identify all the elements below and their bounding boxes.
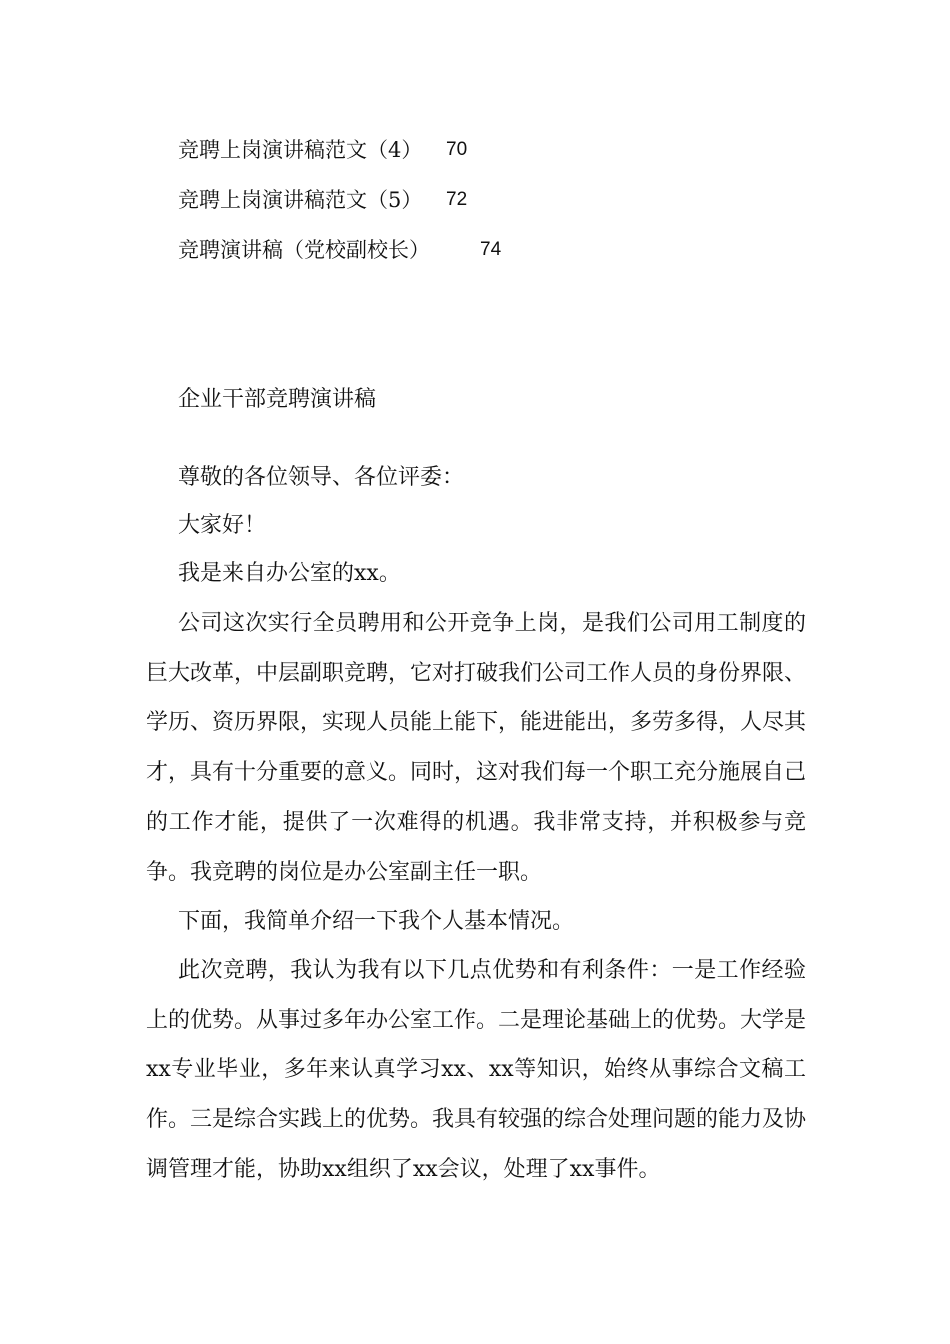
toc-entry-page: 72 (446, 189, 468, 210)
toc-entry-title: 竞聘演讲稿（党校副校长） (178, 238, 430, 262)
article-title: 企业干部竞聘演讲稿 (178, 387, 377, 412)
body-paragraph: 公司这次实行全员聘用和公开竞争上岗，是我们公司用工制度的巨大改革，中层副职竞聘，它对打破我们公司工作人员的身份界限、学历、资历界限，实现人员能上能下，能进能出，多劳多得，人尽其才，具有十分重要的意义。同时，这对我们每一个职工充分施展自己的工作才能，提供了一次难得的机遇。我非常支持，并积极参与竞争。我竞聘的岗位是办公室副主任一职。 (146, 611, 807, 885)
toc-entry-title: 竞聘上岗演讲稿范文（4） (178, 138, 423, 162)
greeting: 大家好！ (178, 513, 267, 538)
toc-entry (178, 185, 422, 215)
body-paragraph: 下面，我简单介绍一下我个人基本情况。 (178, 909, 575, 934)
toc-entry-title: 竞聘上岗演讲稿范文（5） (178, 188, 423, 212)
body-paragraph: 此次竞聘，我认为我有以下几点优势和有利条件：一是工作经验上的优势。从事过多年办公室工作。二是理论基础上的优势。大学是xx专业毕业，多年来认真学习xx、xx等知识，始终从事综合文稿工作。三是综合实践上的优势。我具有较强的综合处理问题的能力及协调管理才能，协助xx组织了xx会议，处理了xx事件。 (146, 958, 807, 1182)
toc-entry-page: 70 (446, 139, 468, 160)
salutation: 尊敬的各位领导、各位评委： (178, 465, 465, 490)
toc-entry (178, 235, 430, 265)
toc-entry (178, 135, 422, 165)
intro-line: 我是来自办公室的xx。 (178, 561, 401, 586)
toc-entry-page: 74 (480, 239, 502, 260)
